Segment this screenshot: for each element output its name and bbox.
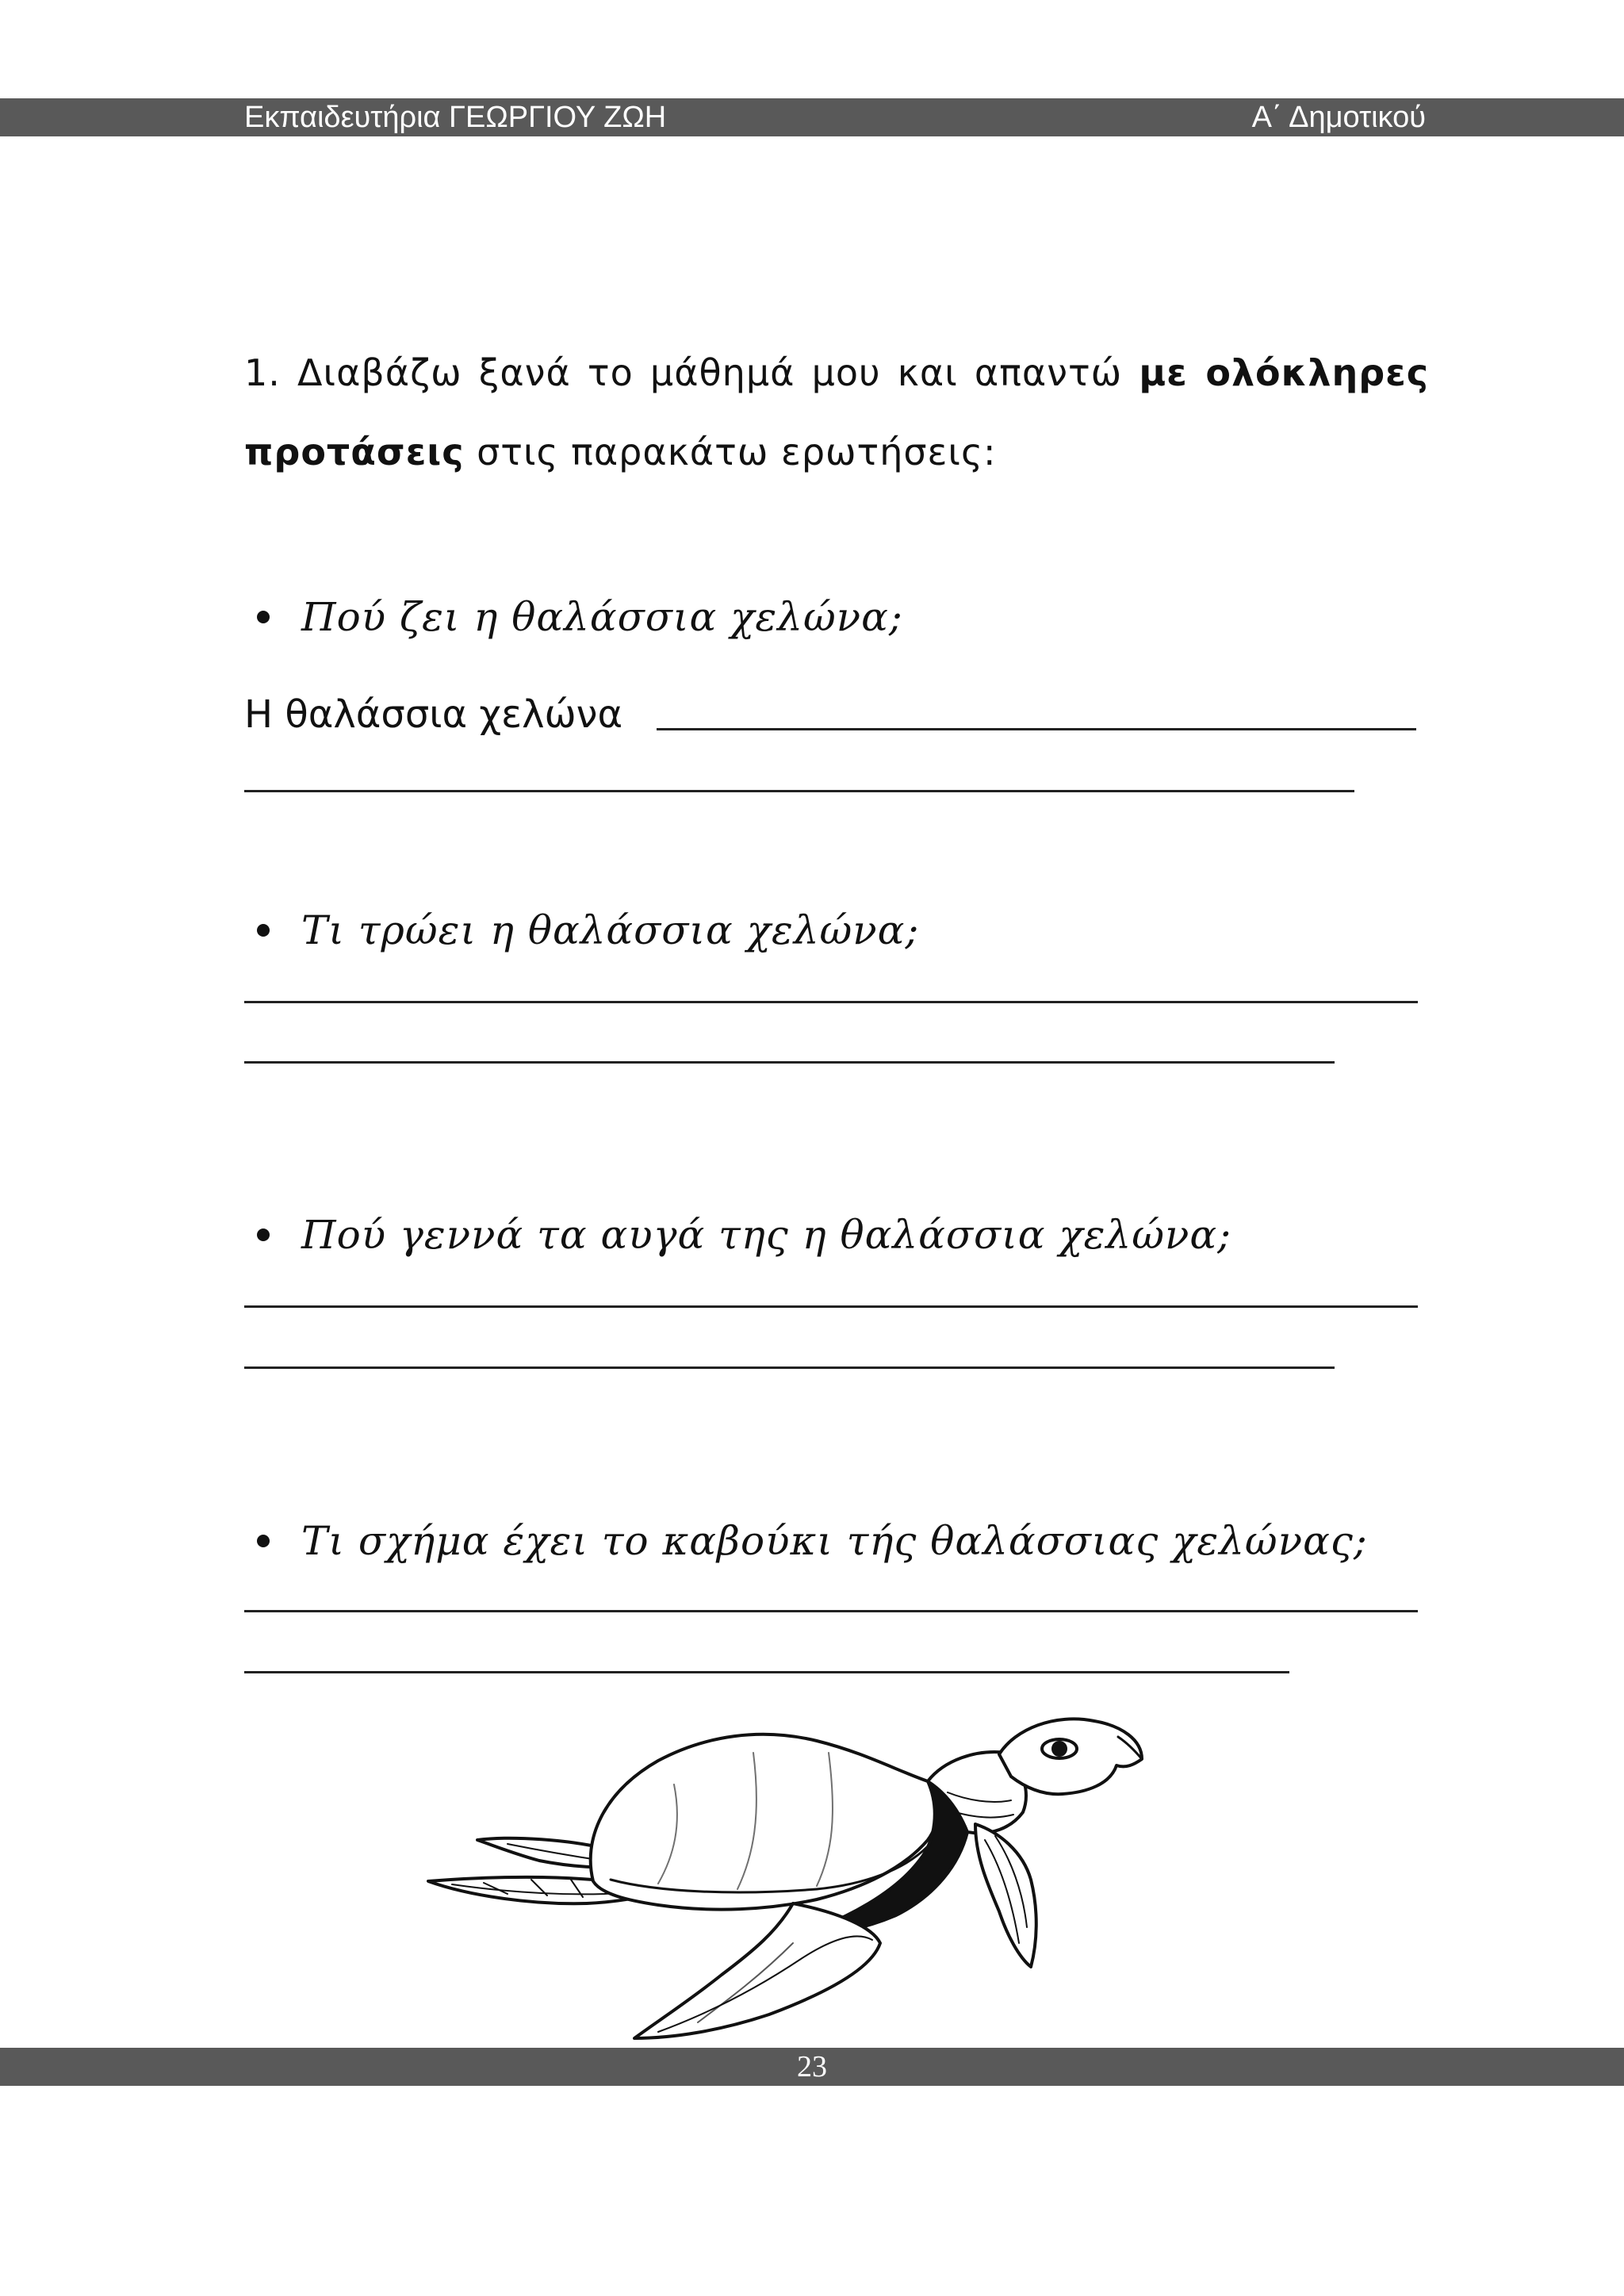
bullet-icon bbox=[257, 1228, 270, 1241]
answer-line[interactable] bbox=[244, 1671, 1289, 1673]
answer-line[interactable] bbox=[244, 1001, 1418, 1003]
front-flipper bbox=[975, 1824, 1036, 1967]
answer-line[interactable] bbox=[244, 1305, 1418, 1308]
instruction-text-end: στις παρακάτω ερωτήσεις: bbox=[464, 431, 997, 473]
grade-label: Α΄ Δημοτικού bbox=[1251, 101, 1426, 134]
question-1 bbox=[244, 589, 903, 645]
question-2 bbox=[244, 903, 919, 958]
answer-line[interactable] bbox=[244, 1610, 1418, 1612]
question-text: Τι σχήμα έχει το καβούκι τής θαλάσσιας χελώνας; bbox=[301, 1518, 1368, 1564]
answer-start-text: Η θαλάσσια χελώνα bbox=[244, 692, 623, 737]
bullet-icon bbox=[257, 1535, 270, 1547]
question-text: Πού ζει η θαλάσσια χελώνα; bbox=[301, 594, 903, 640]
answer-line[interactable] bbox=[244, 790, 1354, 792]
school-name: Εκπαιδευτήρια ΓΕΩΡΓΙΟΥ ΖΩΗ bbox=[244, 101, 667, 134]
answer-line[interactable] bbox=[244, 1061, 1335, 1064]
question-3 bbox=[244, 1207, 1231, 1263]
question-4 bbox=[244, 1513, 1368, 1569]
sea-turtle-illustration bbox=[420, 1705, 1150, 2054]
instruction-emphasis: με ολόκληρες προτάσεις bbox=[244, 351, 1429, 473]
answer-line[interactable] bbox=[244, 1366, 1335, 1369]
front-flipper-lower bbox=[634, 1903, 880, 2038]
question-text: Τι τρώει η θαλάσσια χελώνα; bbox=[301, 907, 920, 953]
exercise-instruction bbox=[244, 333, 1429, 492]
bullet-icon bbox=[257, 611, 270, 623]
answer-line[interactable] bbox=[657, 728, 1416, 730]
bullet-icon bbox=[257, 924, 270, 937]
shell bbox=[591, 1734, 940, 1910]
instruction-text: 1. Διαβάζω ξανά το μάθημά μου και απαντώ bbox=[244, 351, 1139, 394]
page-number: 23 bbox=[797, 2050, 827, 2083]
question-text: Πού γεννά τα αυγά της η θαλάσσια χελώνα; bbox=[301, 1212, 1231, 1258]
